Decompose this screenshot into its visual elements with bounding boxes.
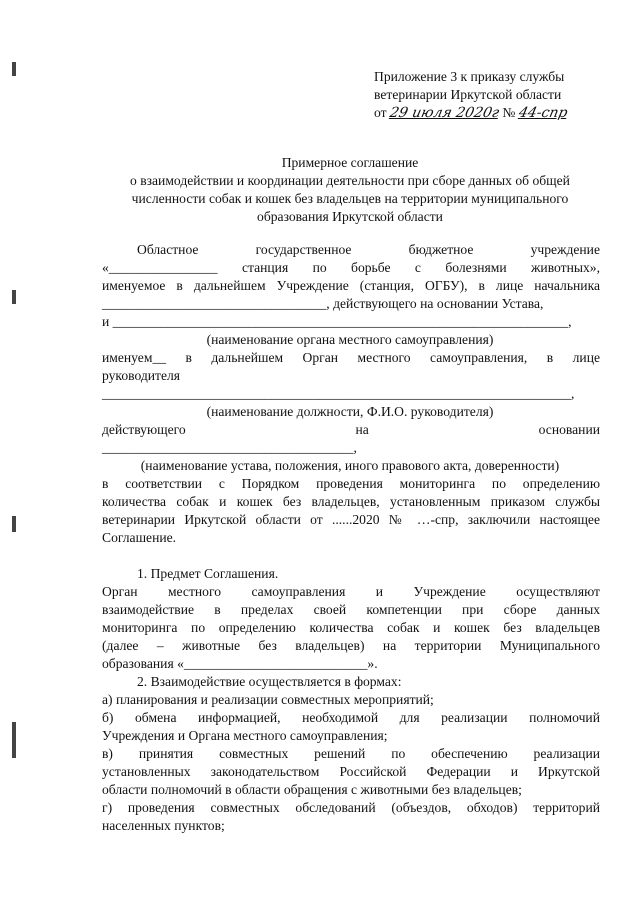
scan-mark	[12, 516, 16, 532]
title-line-3: численности собак и кошек без владельцев на территории муниципального	[131, 191, 569, 206]
body-line: Учреждения и Органа местного самоуправления;	[102, 728, 388, 743]
body-line: в соответствии с Порядком проведения мониторинга по определению	[102, 476, 600, 491]
list-item: в) принятия совместных решений по обеспечению реализации	[102, 746, 600, 761]
caption-line: (наименование органа местного самоуправления)	[206, 332, 494, 347]
body-line: населенных пунктов;	[102, 818, 225, 833]
body-line: образования «___________________________».	[102, 656, 378, 671]
body-line: (далее – животные без владельцев) на территории Муниципального	[102, 638, 600, 653]
handwritten-date: 29 июля 2020г	[388, 105, 501, 121]
caption-line: (наименование должности, Ф.И.О. руководителя)	[206, 404, 494, 419]
list-item: б) обмена информацией, необходимой для реализации полномочий	[102, 710, 600, 725]
section-heading: 2. Взаимодействие осуществляется в формах:	[137, 674, 402, 689]
title-line-4: образования Иркутской области	[257, 209, 443, 224]
body-line: количества собак и кошек без владельцев, установленным приказом службы	[102, 494, 600, 509]
scan-mark	[12, 290, 16, 304]
body-line: действующего на основании	[102, 422, 600, 437]
body-line: именуем__ в дальнейшем Орган местного самоуправления, в лице	[102, 350, 600, 365]
body-line: Орган местного самоуправления и Учреждение осуществляют	[102, 584, 600, 599]
section-heading: 1. Предмет Соглашения.	[137, 566, 279, 581]
handwritten-number: 44-спр	[517, 105, 569, 121]
body-line: _____________________________________,	[102, 440, 357, 455]
body-line: взаимодействие в пределах своей компетенции при сборе данных	[102, 602, 600, 617]
header-date-line	[374, 104, 567, 122]
body-line: руководителя	[102, 368, 181, 383]
scan-mark	[12, 722, 16, 758]
body-line: _________________________________, действующего на основании Устава,	[102, 296, 544, 311]
header-line-1: Приложение 3 к приказу службы	[374, 69, 565, 84]
body-line: Соглашение.	[102, 530, 177, 545]
body-line: мониторинга по определению количества собак и кошек без владельцев	[102, 620, 600, 635]
title-line-2: о взаимодействии и координации деятельности при сборе данных об общей	[130, 173, 570, 188]
header-line-2: ветеринарии Иркутской области	[374, 87, 562, 102]
date-prefix: от	[374, 105, 390, 120]
body-line: и ___________________________________________________________________,	[102, 314, 572, 329]
list-item: а) планирования и реализации совместных мероприятий;	[102, 692, 434, 707]
scan-mark	[12, 62, 16, 76]
body-line: «________________ станция по борьбе с болезнями животных»,	[102, 260, 600, 275]
body-line: именуемое в дальнейшем Учреждение (станция, ОГБУ), в лице начальника	[102, 278, 600, 293]
body-line: области полномочий в области обращения с животными без владельцев;	[102, 782, 522, 797]
number-sign: №	[498, 105, 519, 120]
body-line: Областное государственное бюджетное учреждение	[137, 242, 600, 257]
body-line: _____________________________________________________________________,	[102, 386, 575, 401]
caption-line: (наименование устава, положения, иного правового акта, доверенности)	[140, 458, 560, 473]
body-line: установленных законодательством Российской Федерации и Иркутской	[102, 764, 600, 779]
list-item: г) проведения совместных обследований (объездов, обходов) территорий	[102, 800, 600, 815]
body-line: ветеринарии Иркутской области от ......2020 № …-спр, заключили настоящее	[102, 512, 600, 527]
title-line-1: Примерное соглашение	[281, 155, 419, 170]
